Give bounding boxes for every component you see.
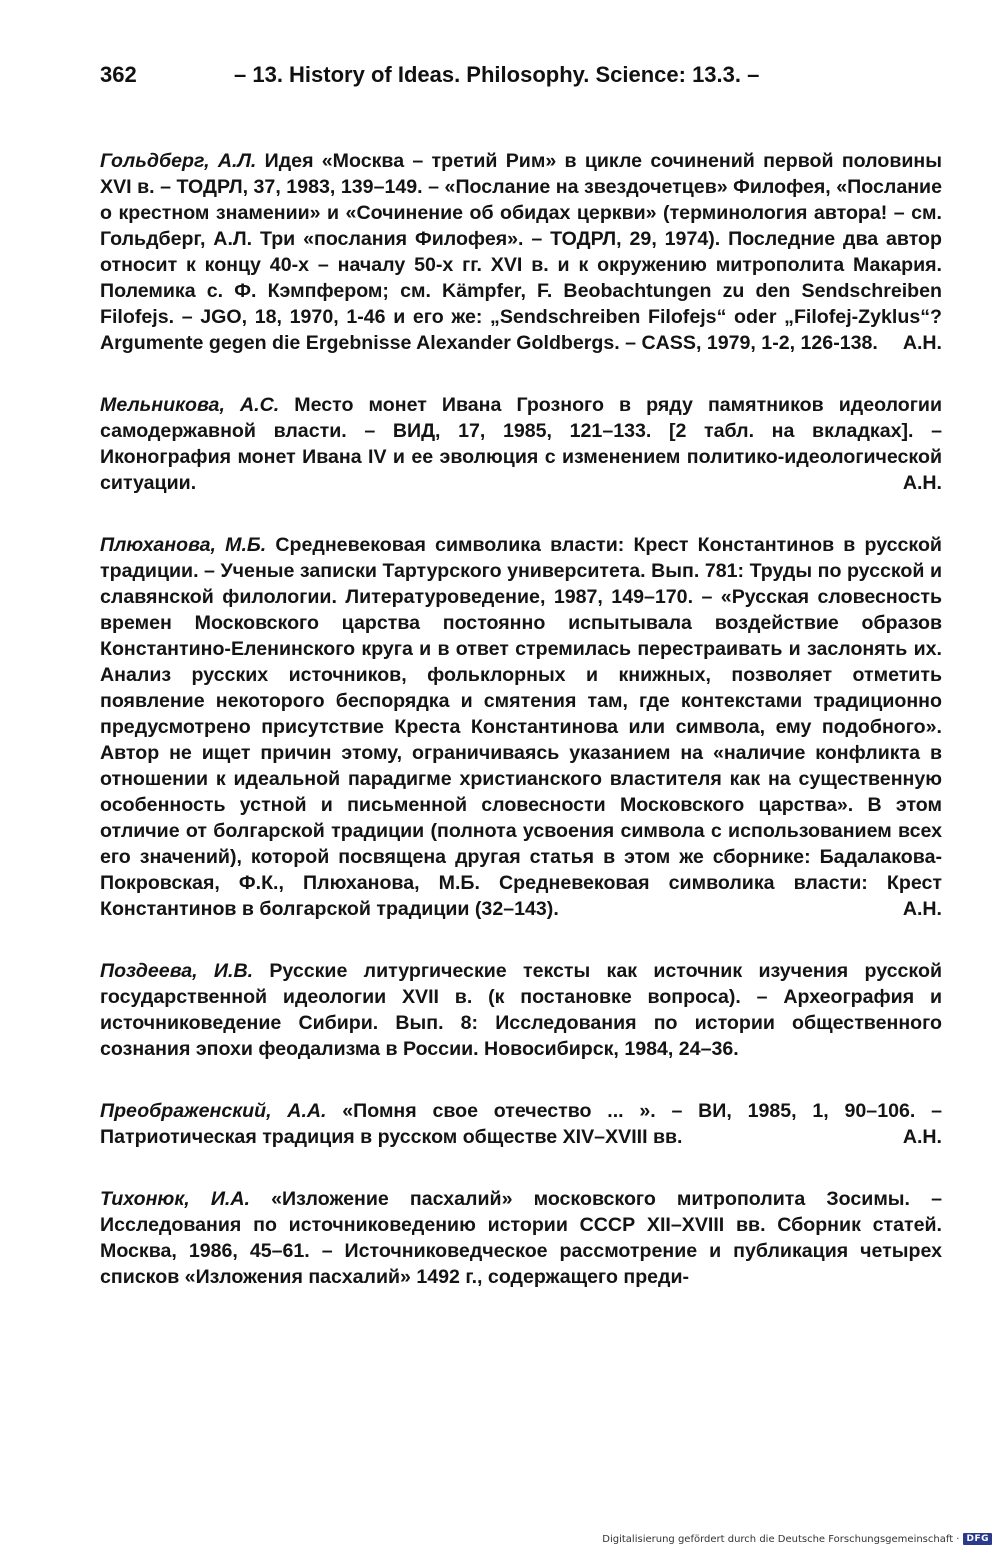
entry-text: Место монет Ивана Грозного в ряду памятников идеологии самодержавной власти. – ВИД, 17, 1985, 121–133. [2 табл. на вкладках]. – Иконография монет Ивана IV и ее эволюция с изменением политико-идеологической ситуации. <box>100 394 942 494</box>
page-header <box>100 62 940 102</box>
entry-initials: А.Н. <box>902 332 942 354</box>
bibliography-entry <box>100 1098 942 1150</box>
entry-author: Мельникова, А.С. <box>100 394 280 416</box>
bibliography-entry <box>100 1186 942 1290</box>
bibliography-entry <box>100 958 942 1062</box>
entry-author: Плюханова, М.Б. <box>100 534 267 556</box>
entry-initials: А.Н. <box>902 898 942 920</box>
dfg-logo-icon: DFG <box>963 1533 992 1545</box>
entry-text: Средневековая символика власти: Крест Константинов в русской традиции. – Ученые записки Тартурского университета. Вып. 781: Труды по русской и славянской филологии. Литературоведение, 1987, 149–170. – «Русская словесность времен Московского царства постоянно испытывала воздействие образов Константино-Еленинского круга и в ответ стремилась перестраивать и заслонять их. Анализ русских источников, фольклорных и книжных, позволяет отметить появление некоторого беспорядка и смятения там, где контекстами традиционно предусмотрено присутствие Креста Константинова или символа, ему подобного». Автор не ищет причин этому, ограничиваясь указанием на «наличие конфликта в отношении к идеальной парадигме христианского властителя как на существенную особенность устной и письменной словесности Московского царства». В этом отличие от болгарской традиции (полнота усвоения символа с использованием всех его значений), которой посвящена другая статья в этом же сборнике: Бадалакова-Покровская, Ф.К., Плюханова, М.Б. Средневековая символика власти: Крест Константинов в болгарской традиции (32–143). <box>100 534 942 920</box>
bibliography-entry <box>100 148 942 356</box>
entry-author: Тихонюк, И.А. <box>100 1188 250 1210</box>
entry-text: Идея «Москва – третий Рим» в цикле сочинений первой половины XVI в. – ТОДРЛ, 37, 1983, 139–149. – «Послание на звездочетцев» Филофея, «Послание о крестном знамении» и «Сочинение об обидах церкви» (терминология автора! – см. Гольдберг, А.Л. Три «послания Филофея». – ТОДРЛ, 29, 1974). Последние два автор относит к концу 40-х – началу 50-х гг. XVI в. и к окружению митрополита Макария. Полемика с. Ф. Кэмпфером; см. Kämpfer, F. Beobachtungen zu den Sendschreiben Filofejs. – JGO, 18, 1970, 1-46 и его же: „Sendschreiben Filofejs“ oder „Filofej-Zyklus“? Argumente gegen die Ergebnisse Alexander Goldbergs. – CASS, 1979, 1-2, 126-138. <box>100 150 942 354</box>
entry-author: Преображенский, А.А. <box>100 1100 327 1122</box>
credit-text: Digitalisierung gefördert durch die Deutsche Forschungsgemeinschaft · <box>602 1533 960 1545</box>
entry-author: Гольдберг, А.Л. <box>100 150 257 172</box>
bibliography-entries <box>100 148 942 1326</box>
entry-author: Поздеева, И.В. <box>100 960 254 982</box>
bibliography-entry <box>100 392 942 496</box>
entry-initials: А.Н. <box>902 472 942 494</box>
page-number: 362 <box>100 62 137 87</box>
entry-text: «Изложение пасхалий» московского митрополита Зосимы. – Исследования по источниковедению истории СССР XII–XVIII вв. Сборник статей. Москва, 1986, 45–61. – Источниковедческое рассмотрение и публикация четырех списков «Изложения пасхалий» 1492 г., содержащего преди- <box>100 1188 942 1288</box>
bibliography-entry <box>100 532 942 922</box>
digitization-credit <box>602 1533 992 1545</box>
running-head: – 13. History of Ideas. Philosophy. Science: 13.3. – <box>234 62 760 87</box>
entry-text: Русские литургические тексты как источник изучения русской государственной идеологии XVII в. (к постановке вопроса). – Археография и источниковедение Сибири. Вып. 8: Исследования по истории общественного сознания эпохи феодализма в России. Новосибирск, 1984, 24–36. <box>100 960 942 1060</box>
entry-initials: А.Н. <box>902 1126 942 1148</box>
entry-text: «Помня свое отечество ... ». – ВИ, 1985, 1, 90–106. – Патриотическая традиция в русском обществе XIV–XVIII вв. <box>100 1100 942 1148</box>
